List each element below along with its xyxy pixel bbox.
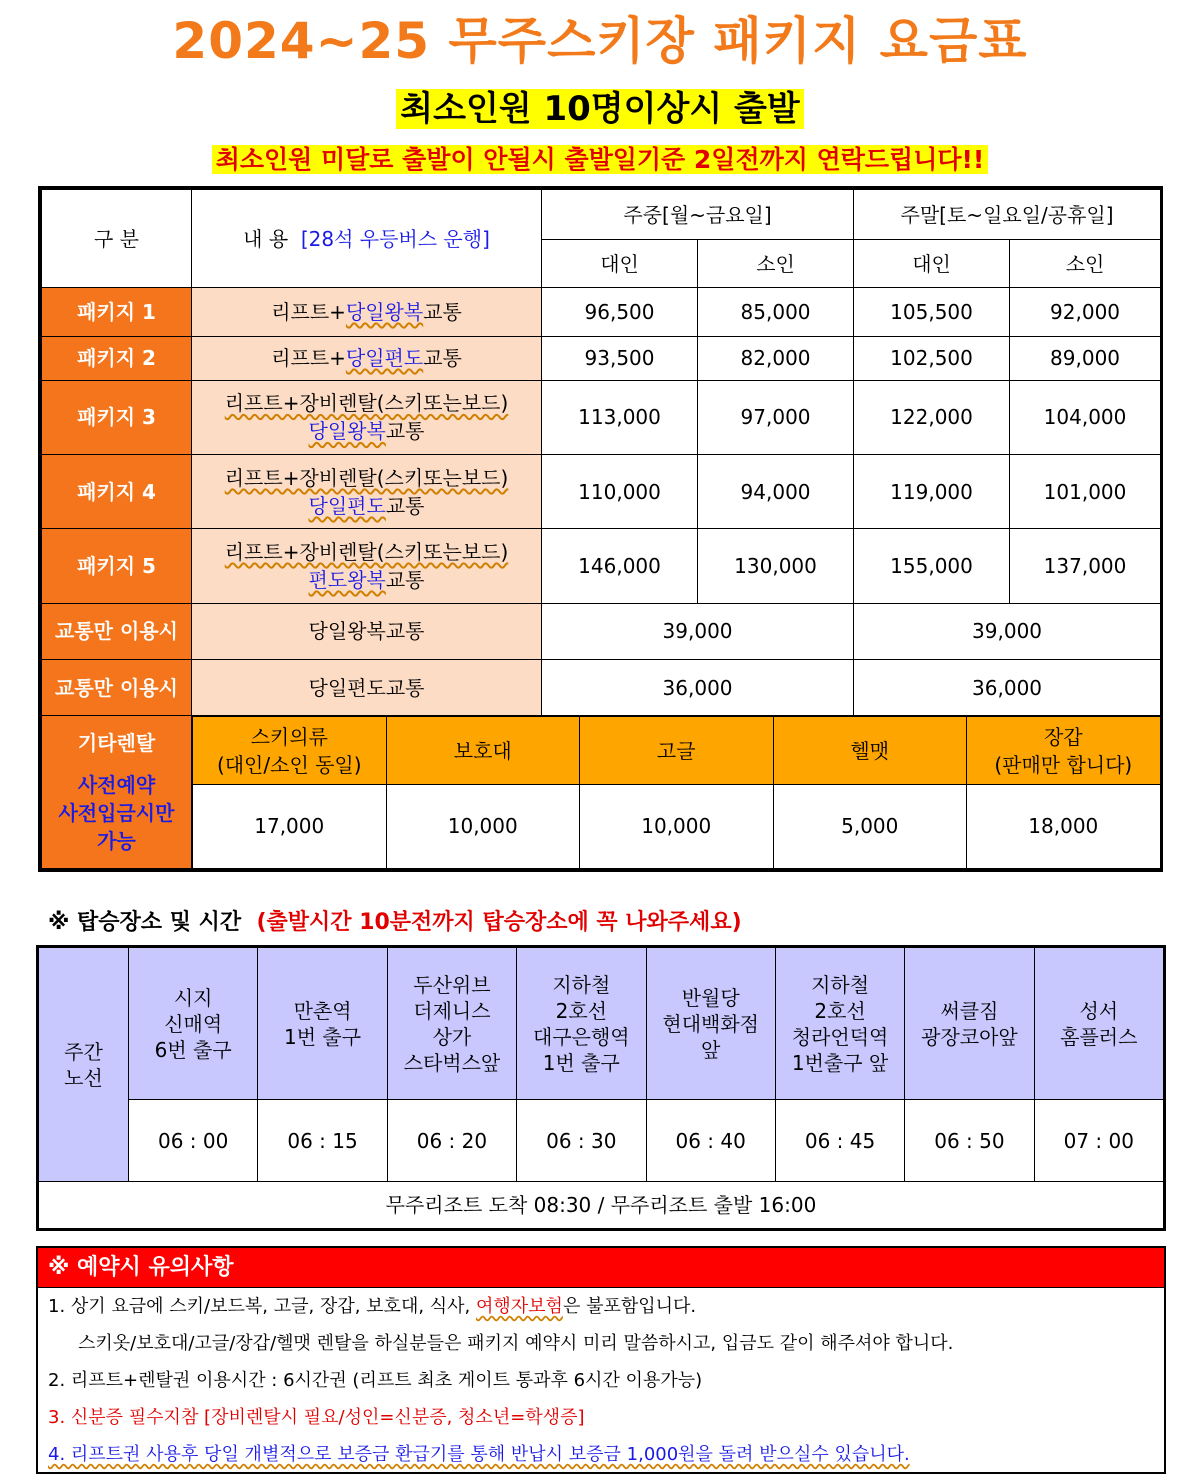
table-row <box>42 455 1161 529</box>
content-line2 <box>192 492 541 520</box>
stop-name <box>387 948 516 1100</box>
rental-item-name: 장갑 <box>1043 724 1083 749</box>
rental-price: 5,000 <box>773 785 967 868</box>
header-category: 구 분 <box>42 190 192 288</box>
stop-name <box>775 948 904 1100</box>
price-cell: 82,000 <box>698 336 854 380</box>
header-weekend-child: 소인 <box>1010 240 1161 288</box>
stop-line: 지하철 <box>552 972 611 997</box>
content-suffix: 교통 <box>385 419 425 444</box>
price-cell: 113,000 <box>542 380 698 454</box>
content-text: 리프트+ <box>271 346 346 371</box>
header-weekend-adult: 대인 <box>854 240 1010 288</box>
header-weekday: 주중[월~금요일] <box>542 190 854 240</box>
content-suffix: 교통 <box>385 568 425 593</box>
content-line1: 리프트+장비렌탈(스키또는보드) <box>224 391 509 416</box>
price-cell: 39,000 <box>542 603 854 659</box>
rental-item <box>193 717 387 785</box>
price-cell: 155,000 <box>854 529 1010 603</box>
rental-grid <box>192 716 1161 868</box>
price-cell: 104,000 <box>1010 380 1161 454</box>
stop-line: 광장코아앞 <box>921 1024 1018 1049</box>
rental-category <box>42 716 192 869</box>
notice-text: 최소인원 미달로 출발이 안될시 출발일기준 2일전까지 연락드립니다!! <box>212 145 989 174</box>
route-label-line2: 노선 <box>64 1065 103 1090</box>
price-cell: 94,000 <box>698 455 854 529</box>
table-row <box>42 288 1161 336</box>
note-2: 2. 리프트+렌탈권 이용시간 : 6시간권 (리프트 최초 게이트 통과후 6시간 이용가능) <box>48 1370 703 1391</box>
stop-time: 07 : 00 <box>1034 1100 1163 1182</box>
price-cell: 110,000 <box>542 455 698 529</box>
content-suffix: 교통 <box>423 300 462 325</box>
note-1-prefix: 1. 상기 요금에 스키/보드복, 고글, 장갑, 보호대, 식사, <box>48 1296 476 1317</box>
stop-line: 만촌역 <box>293 998 352 1023</box>
pickup-title-note: (출발시간 10분전까지 탑승장소에 꼭 나와주세요) <box>256 910 742 935</box>
min-people-banner <box>0 86 1200 132</box>
package-content <box>192 336 542 380</box>
stop-line: 현대백화점 <box>662 1011 759 1036</box>
stop-time: 06 : 40 <box>646 1100 775 1182</box>
package-name: 패키지 5 <box>42 529 192 603</box>
transport-content: 당일편도교통 <box>192 660 542 716</box>
content-blue: 당일왕복 <box>345 300 424 325</box>
table-row <box>42 529 1161 603</box>
rental-item-name: 스키의류 <box>250 724 328 749</box>
table-row <box>42 336 1161 380</box>
stop-name <box>258 948 387 1100</box>
stop-line: 대구은행역 <box>533 1024 630 1049</box>
price-cell: 137,000 <box>1010 529 1161 603</box>
booking-notes <box>36 1246 1166 1474</box>
pickup-section-title <box>48 905 742 941</box>
package-name: 패키지 2 <box>42 336 192 380</box>
price-cell: 97,000 <box>698 380 854 454</box>
stop-time: 06 : 20 <box>387 1100 516 1182</box>
note-1b: 스키옷/보호대/고글/장갑/헬맷 렌탈을 하실분들은 패키지 예약시 미리 말씀하시고, 입금도 같이 해주셔야 합니다. <box>78 1333 954 1354</box>
note-1 <box>38 1288 1164 1325</box>
rental-price: 18,000 <box>967 785 1161 868</box>
stop-line: 성서 <box>1079 998 1119 1023</box>
rental-title: 기타렌탈 <box>77 731 156 756</box>
package-name: 패키지 1 <box>42 288 192 336</box>
stop-time: 06 : 45 <box>775 1100 904 1182</box>
price-cell: 92,000 <box>1010 288 1161 336</box>
stop-line: 홈플러스 <box>1060 1024 1138 1049</box>
rental-price: 10,000 <box>386 785 580 868</box>
stop-line: 더제니스 <box>413 998 491 1023</box>
header-weekday-adult: 대인 <box>542 240 698 288</box>
rental-item-note: (판매만 합니다) <box>994 752 1133 777</box>
price-cell: 105,500 <box>854 288 1010 336</box>
price-cell: 36,000 <box>542 660 854 716</box>
header-content-label: 내 용 <box>243 226 289 251</box>
route-label <box>39 948 129 1182</box>
header-bus-note: [28석 우등버스 운행] <box>300 226 490 251</box>
rental-note-1: 사전예약 <box>77 773 156 798</box>
transport-name: 교통만 이용시 <box>42 603 192 659</box>
content-line2 <box>192 417 541 445</box>
note-3: 3. 신분증 필수지참 [장비렌탈시 필요/성인=신분증, 청소년=학생증] <box>48 1407 585 1428</box>
note-4: 4. 리프트권 사용후 당일 개별적으로 보증금 환급기를 통해 반납시 보증금 1,000원을 돌려 받으실수 있습니다. <box>48 1444 910 1465</box>
rental-price: 17,000 <box>193 785 387 868</box>
stop-line: 신매역 <box>164 1011 223 1036</box>
price-cell: 93,500 <box>542 336 698 380</box>
stop-line: 앞 <box>701 1037 721 1062</box>
price-cell: 89,000 <box>1010 336 1161 380</box>
stop-line: 상가 <box>432 1024 472 1049</box>
package-content <box>192 455 542 529</box>
notes-title: ※ 예약시 유의사항 <box>38 1248 1164 1288</box>
stop-line: 6번 출구 <box>154 1037 232 1062</box>
table-row <box>42 660 1161 716</box>
price-cell: 146,000 <box>542 529 698 603</box>
rental-item-name: 고글 <box>656 738 696 763</box>
content-suffix: 교통 <box>423 346 462 371</box>
route-label-line1: 주간 <box>64 1039 103 1064</box>
header-content <box>192 190 542 288</box>
page-title: 2024~25 무주스키장 패키지 요금표 <box>172 12 1028 70</box>
header-weekend: 주말[토~일요일/공휴일] <box>854 190 1161 240</box>
package-content <box>192 529 542 603</box>
arrival-departure-info: 무주리조트 도착 08:30 / 무주리조트 출발 16:00 <box>39 1182 1164 1229</box>
stop-name <box>905 948 1034 1100</box>
content-text: 리프트+ <box>271 300 346 325</box>
stop-time: 06 : 30 <box>517 1100 646 1182</box>
price-table <box>38 186 1163 872</box>
content-suffix: 교통 <box>385 493 425 518</box>
table-row <box>42 380 1161 454</box>
rental-price: 10,000 <box>580 785 774 868</box>
stop-line: 1번 출구 <box>542 1050 620 1075</box>
rental-item-name: 헬맷 <box>850 738 890 763</box>
rental-item <box>967 717 1161 785</box>
rental-note-3: 가능 <box>97 829 136 854</box>
content-blue: 편도왕복 <box>308 568 386 593</box>
stop-time: 06 : 15 <box>258 1100 387 1182</box>
content-line2 <box>192 566 541 594</box>
price-cell: 130,000 <box>698 529 854 603</box>
pickup-table <box>36 945 1166 1231</box>
cancel-notice <box>0 142 1200 178</box>
transport-name: 교통만 이용시 <box>42 660 192 716</box>
stop-line: 청라언덕역 <box>791 1024 889 1049</box>
price-cell: 122,000 <box>854 380 1010 454</box>
stop-line: 지하철 <box>811 972 870 997</box>
stop-name <box>646 948 775 1100</box>
content-blue: 당일편도 <box>308 493 386 518</box>
rental-item <box>386 717 580 785</box>
package-name: 패키지 4 <box>42 455 192 529</box>
stop-name <box>129 948 258 1100</box>
price-cell: 85,000 <box>698 288 854 336</box>
stop-name <box>517 948 646 1100</box>
price-cell: 39,000 <box>854 603 1161 659</box>
table-row <box>42 603 1161 659</box>
price-cell: 101,000 <box>1010 455 1161 529</box>
stop-line: 두산위브 <box>413 972 491 997</box>
stop-line: 스타벅스앞 <box>403 1050 501 1075</box>
stop-line: 2호선 <box>555 998 607 1023</box>
stop-line: 2호선 <box>814 998 866 1023</box>
rental-item <box>773 717 967 785</box>
pickup-title-text: ※ 탑승장소 및 시간 <box>48 910 242 935</box>
rental-note-2: 사전입금시만 <box>58 801 175 826</box>
stop-line: 반월당 <box>681 985 740 1010</box>
rental-grid-cell <box>192 716 1161 869</box>
rental-item-note: (대인/소인 동일) <box>216 752 362 777</box>
content-blue: 당일편도 <box>345 346 424 371</box>
package-content <box>192 288 542 336</box>
content-line1: 리프트+장비렌탈(스키또는보드) <box>224 465 509 490</box>
price-cell: 102,500 <box>854 336 1010 380</box>
content-line1: 리프트+장비렌탈(스키또는보드) <box>224 540 509 565</box>
note-1-suffix: 은 불포함입니다. <box>562 1296 697 1317</box>
header-weekday-child: 소인 <box>698 240 854 288</box>
transport-content: 당일왕복교통 <box>192 603 542 659</box>
stop-line: 1번 출구 <box>284 1024 362 1049</box>
price-cell: 36,000 <box>854 660 1161 716</box>
package-name: 패키지 3 <box>42 380 192 454</box>
stop-time: 06 : 00 <box>129 1100 258 1182</box>
subtitle-text: 최소인원 10명이상시 출발 <box>396 89 803 129</box>
content-blue: 당일왕복 <box>308 419 386 444</box>
stop-name <box>1034 948 1163 1100</box>
rental-item-name: 보호대 <box>453 738 512 763</box>
stop-time: 06 : 50 <box>905 1100 1034 1182</box>
stop-line: 시지 <box>173 985 213 1010</box>
package-content <box>192 380 542 454</box>
price-cell: 119,000 <box>854 455 1010 529</box>
stop-line: 써클짐 <box>940 998 999 1023</box>
stop-line: 1번출구 앞 <box>791 1050 889 1075</box>
note-1-insurance: 여행자보험 <box>476 1296 563 1317</box>
rental-item <box>580 717 774 785</box>
price-cell: 96,500 <box>542 288 698 336</box>
